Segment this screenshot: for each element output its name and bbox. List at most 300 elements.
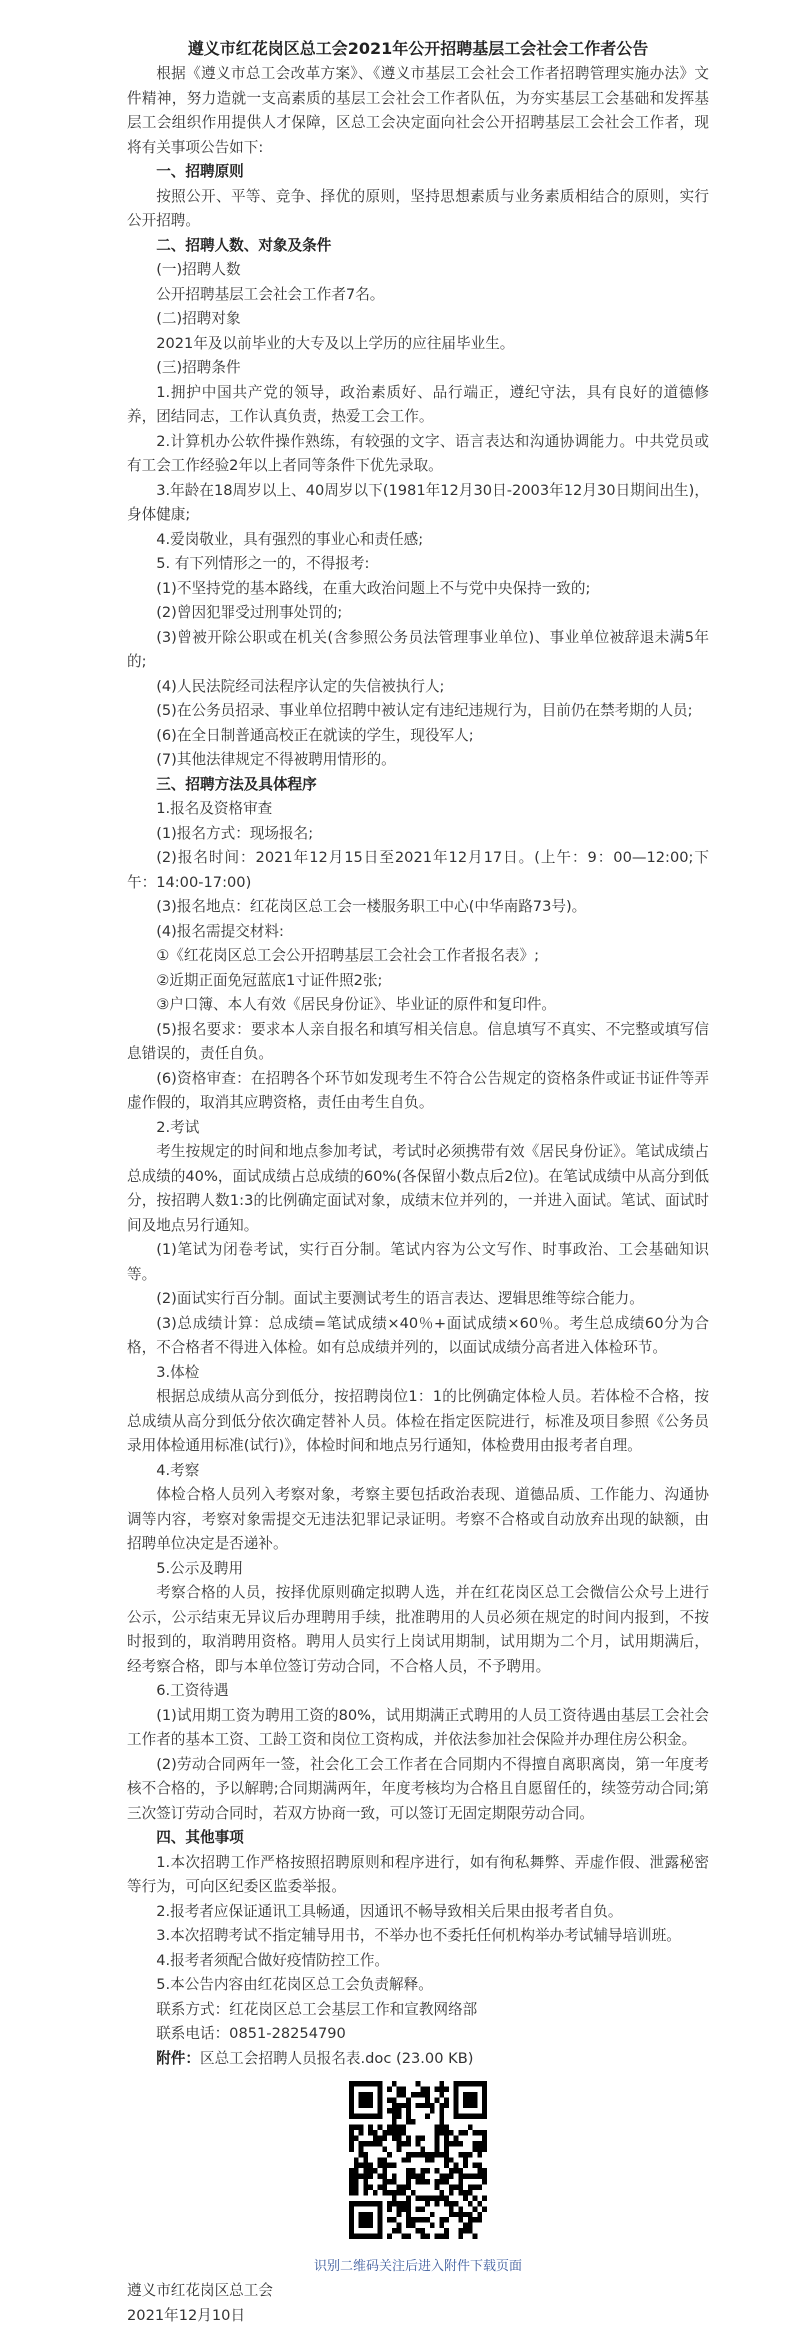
qr-module	[463, 2092, 477, 2108]
qr-module	[477, 2212, 482, 2217]
paragraph: 联系方式：红花岗区总工会基层工作和宣教网络部	[156, 2000, 478, 2018]
qr-module	[425, 2168, 430, 2173]
qr-module	[444, 2201, 449, 2206]
qr-module	[473, 2174, 478, 2179]
qr-module	[363, 2168, 368, 2173]
qr-module	[444, 2163, 449, 2168]
qr-module	[397, 2103, 402, 2108]
qr-module	[425, 2157, 430, 2162]
paragraph: 3.本次招聘考试不指定辅导用书，不举办也不委托任何机构举办考试辅导培训班。	[156, 1927, 681, 1944]
qr-module	[373, 2190, 378, 2195]
qr-module	[425, 2195, 430, 2200]
paragraph: (2)面试实行百分制。面试主要测试考生的语言表达、逻辑思维等综合能力。	[156, 1290, 644, 1307]
qr-module	[454, 2168, 459, 2173]
qr-module	[468, 2185, 473, 2190]
qr-module	[439, 2195, 444, 2200]
qr-module	[435, 2130, 440, 2135]
attachment-file-link[interactable]: 区总工会招聘人员报名表.doc	[199, 2049, 392, 2067]
paragraph: (5)报名要求：要求本人亲自报名和填写相关信息。信息填写不真实、不完整或填写信息错误的，责任自负。	[127, 1020, 709, 1062]
qr-module	[382, 2168, 387, 2173]
qr-module	[354, 2135, 359, 2140]
qr-module	[458, 2174, 463, 2179]
qr-module	[359, 2163, 364, 2168]
signature-date: 2021年12月10日	[127, 2306, 246, 2324]
qr-module	[458, 2228, 463, 2233]
paragraph: (3)报名地点：红花岗区总工会一楼服务职工中心(中华南路73号)。	[156, 898, 587, 915]
qr-module	[416, 2195, 421, 2200]
qr-module	[354, 2179, 359, 2184]
qr-module	[477, 2130, 482, 2135]
qr-module	[420, 2228, 425, 2233]
qr-module	[430, 2223, 435, 2228]
qr-module	[439, 2103, 444, 2108]
qr-module	[463, 2190, 468, 2195]
qr-module	[444, 2097, 449, 2102]
qr-module	[359, 2212, 373, 2228]
qr-module	[401, 2206, 406, 2211]
qr-module	[397, 2092, 402, 2097]
paragraph: ①《红花岗区总工会公开招聘基层工会社会工作者报名表》;	[156, 947, 540, 964]
qr-module	[397, 2201, 402, 2206]
qr-module	[439, 2223, 444, 2228]
qr-module	[401, 2125, 406, 2130]
qr-module	[373, 2141, 378, 2146]
qr-code-icon	[349, 2081, 487, 2239]
qr-module	[392, 2081, 397, 2086]
qr-module	[397, 2190, 402, 2195]
qr-module	[411, 2168, 416, 2173]
paragraph: 4.考察	[156, 1461, 200, 1479]
qr-module	[416, 2092, 421, 2097]
qr-module	[354, 2168, 359, 2173]
qr-module	[387, 2130, 392, 2135]
qr-module	[430, 2212, 435, 2217]
qr-module	[482, 2141, 487, 2146]
qr-module	[482, 2179, 487, 2184]
paragraph: (1)不坚持党的基本路线，在重大政治问题上不与党中央保持一致的;	[156, 579, 591, 597]
qr-module	[354, 2125, 359, 2130]
qr-module	[454, 2212, 459, 2217]
qr-module	[406, 2168, 411, 2173]
qr-module	[363, 2163, 368, 2168]
qr-module	[359, 2146, 364, 2151]
qr-module	[392, 2119, 397, 2124]
qr-module	[406, 2108, 411, 2113]
qr-module	[444, 2125, 449, 2130]
qr-module	[473, 2146, 478, 2151]
paragraph: 考生按规定的时间和地点参加考试，考试时必须携带有效《居民身份证》。笔试成绩占总成绩的40%，面试成绩占总成绩的60%(各保留小数点后2位)。在笔试成绩中从高分到低分，按招聘人数1:3的比例确定面试对象，成绩末位并列的，一并进入面试。笔试、面试时间及地点另行通知。	[127, 1143, 709, 1234]
qr-module	[420, 2179, 425, 2184]
qr-module	[439, 2130, 444, 2135]
qr-module	[477, 2146, 482, 2151]
attachment-line	[127, 2047, 709, 2072]
qr-module	[420, 2103, 425, 2108]
qr-module	[387, 2152, 392, 2157]
qr-module	[406, 2212, 411, 2217]
qr-module	[416, 2217, 421, 2222]
qr-module	[397, 2141, 402, 2146]
qr-module	[387, 2163, 392, 2168]
qr-module	[477, 2141, 482, 2146]
qr-module	[430, 2157, 435, 2162]
qr-module	[406, 2185, 411, 2190]
qr-module	[363, 2152, 368, 2157]
qr-module	[392, 2174, 397, 2179]
qr-module	[439, 2125, 444, 2130]
qr-module	[363, 2185, 368, 2190]
qr-module	[435, 2125, 440, 2130]
qr-module	[401, 2201, 406, 2206]
qr-module	[378, 2125, 383, 2130]
qr-module	[430, 2108, 435, 2113]
qr-module	[444, 2086, 449, 2091]
qr-module	[401, 2185, 406, 2190]
qr-module	[435, 2234, 440, 2239]
qr-module	[392, 2195, 397, 2200]
qr-module	[435, 2135, 440, 2140]
qr-module	[378, 2141, 383, 2146]
qr-module	[425, 2217, 430, 2222]
qr-module	[382, 2174, 387, 2179]
qr-module	[392, 2097, 397, 2102]
qr-module	[406, 2114, 411, 2119]
qr-module	[477, 2163, 482, 2168]
qr-module	[363, 2141, 368, 2146]
qr-module	[435, 2179, 440, 2184]
qr-module	[454, 2201, 459, 2206]
qr-module	[420, 2086, 425, 2091]
qr-module	[473, 2206, 478, 2211]
qr-module	[449, 2141, 454, 2146]
qr-module	[435, 2201, 440, 2206]
qr-module	[444, 2103, 449, 2108]
qr-module	[439, 2108, 444, 2113]
qr-module	[416, 2152, 421, 2157]
paragraph: (4)人民法院经司法程序认定的失信被执行人;	[156, 677, 445, 695]
qr-module	[382, 2179, 387, 2184]
qr-module	[354, 2185, 359, 2190]
qr-module	[416, 2135, 421, 2140]
qr-module	[349, 2141, 354, 2146]
qr-module	[406, 2097, 411, 2102]
qr-module	[482, 2195, 487, 2200]
paragraph: 根据总成绩从高分到低分，按招聘岗位1：1的比例确定体检人员。若体检不合格，按总成绩从高分到低分依次确定替补人员。体检在指定医院进行，标准及项目参照《公务员录用体检通用标准(试行)》，体检时间和地点另行通知，体检费用由报考者自理。	[127, 1388, 709, 1454]
qr-module	[473, 2130, 478, 2135]
qr-module	[430, 2103, 435, 2108]
section-heading: 一、招聘原则	[156, 163, 244, 180]
qr-module	[444, 2130, 449, 2135]
qr-module	[401, 2086, 406, 2091]
qr-module	[420, 2234, 425, 2239]
paragraph: 2.计算机办公软件操作熟练，有较强的文字、语言表达和沟通协调能力。中共党员或有工会工作经验2年以上者同等条件下优先录取。	[127, 432, 709, 474]
qr-module	[411, 2223, 416, 2228]
qr-module	[392, 2125, 397, 2130]
qr-module	[425, 2152, 430, 2157]
qr-module	[397, 2086, 402, 2091]
qr-module	[378, 2174, 383, 2179]
qr-module	[482, 2146, 487, 2151]
qr-module	[449, 2212, 454, 2217]
qr-module	[392, 2190, 397, 2195]
qr-module	[349, 2190, 354, 2195]
qr-module	[463, 2195, 468, 2200]
qr-module	[473, 2141, 478, 2146]
qr-module	[392, 2201, 397, 2206]
qr-module	[435, 2185, 440, 2190]
qr-module	[435, 2086, 440, 2091]
qr-module	[477, 2217, 482, 2222]
qr-module	[392, 2228, 397, 2233]
qr-module	[477, 2185, 482, 2190]
paragraph: (6)在全日制普通高校正在就读的学生，现役军人;	[156, 726, 474, 744]
qr-module	[482, 2206, 487, 2211]
paragraph: 1.本次招聘工作严格按照招聘原则和程序进行，如有徇私舞弊、弄虚作假、泄露秘密等行为，可向区纪委区监委举报。	[127, 1853, 709, 1895]
paragraph: 按照公开、平等、竞争、择优的原则，坚持思想素质与业务素质相结合的原则，实行公开招聘。	[127, 187, 709, 229]
qr-module	[458, 2152, 463, 2157]
qr-module	[387, 2086, 392, 2091]
qr-module	[359, 2174, 364, 2179]
paragraph: 3.体检	[156, 1363, 200, 1381]
qr-module	[468, 2228, 473, 2233]
paragraph: 1.报名及资格审查	[156, 800, 273, 817]
qr-module	[368, 2130, 373, 2135]
qr-module	[406, 2201, 411, 2206]
paragraph: 体检合格人员列入考察对象，考察主要包括政治表现、道德品质、工作能力、沟通协调等内容，考察对象需提交无违法犯罪记录证明。考察不合格或自动放弃出现的缺额，由招聘单位决定是否递补。	[127, 1486, 709, 1552]
qr-module	[392, 2163, 397, 2168]
qr-module	[406, 2179, 411, 2184]
paragraph: 1.拥护中国共产党的领导，政治素质好、品行端正，遵纪守法，具有良好的道德修养，团结同志，工作认真负责，热爱工会工作。	[127, 383, 709, 425]
qr-module	[406, 2135, 411, 2140]
qr-module	[368, 2168, 373, 2173]
qr-module	[387, 2125, 392, 2130]
paragraph: (5)在公务员招录、事业单位招聘中被认定有违纪违规行为，目前仍在禁考期的人员;	[156, 702, 693, 719]
qr-module	[439, 2081, 444, 2086]
qr-module	[435, 2097, 440, 2102]
qr-module	[387, 2190, 392, 2195]
qr-module	[449, 2190, 454, 2195]
qr-module	[411, 2217, 416, 2222]
qr-module	[444, 2234, 449, 2239]
qr-module	[397, 2135, 402, 2140]
qr-module	[477, 2174, 482, 2179]
qr-module	[363, 2190, 368, 2195]
qr-module	[425, 2201, 430, 2206]
paragraph: ②近期正面免冠蓝底1寸证件照2张;	[156, 971, 383, 989]
qr-module	[401, 2103, 406, 2108]
qr-module	[397, 2185, 402, 2190]
qr-module	[468, 2125, 473, 2130]
page-title: 遵义市红花岗区总工会2021年公开招聘基层工会社会工作者公告	[187, 39, 649, 58]
paragraph: (3)曾被开除公职或在机关(含参照公务员法管理事业单位)、事业单位被辞退未满5年的;	[127, 628, 709, 670]
qr-module	[468, 2190, 473, 2195]
qr-module	[397, 2125, 402, 2130]
qr-module	[354, 2163, 359, 2168]
qr-module	[382, 2135, 387, 2140]
qr-module	[354, 2190, 359, 2195]
qr-module	[425, 2103, 430, 2108]
qr-module	[349, 2130, 354, 2135]
qr-module	[349, 2135, 354, 2140]
qr-module	[416, 2081, 421, 2086]
qr-module	[397, 2206, 402, 2211]
qr-module	[449, 2168, 454, 2173]
section-heading: 四、其他事项	[156, 1829, 244, 1846]
qr-module	[368, 2174, 373, 2179]
qr-module	[458, 2141, 463, 2146]
qr-module	[473, 2195, 478, 2200]
qr-module	[439, 2086, 444, 2091]
qr-module	[397, 2130, 402, 2135]
qr-module	[349, 2168, 354, 2173]
paragraph: (6)资格审查：在招聘各个环节如发现考生不符合公告规定的资格条件或证书证件等弄虚作假的，取消其应聘资格，责任由考生自负。	[127, 1069, 709, 1111]
qr-module	[439, 2190, 444, 2195]
qr-module	[439, 2152, 444, 2157]
qr-module	[463, 2163, 468, 2168]
qr-module	[435, 2146, 440, 2151]
qr-module	[435, 2168, 440, 2173]
qr-module	[420, 2092, 425, 2097]
section-heading: 三、招聘方法及具体程序	[156, 775, 317, 793]
qr-module	[482, 2174, 487, 2179]
qr-module	[392, 2135, 397, 2140]
qr-module	[473, 2163, 478, 2168]
section-heading: 二、招聘人数、对象及条件	[156, 236, 332, 254]
paragraph: 2021年及以前毕业的大专及以上学历的应往届毕业生。	[156, 334, 515, 352]
qr-module	[416, 2206, 421, 2211]
paragraph: (7)其他法律规定不得被聘用情形的。	[156, 751, 396, 768]
qr-module	[477, 2201, 482, 2206]
qr-module	[449, 2157, 454, 2162]
paragraph: (2)劳动合同两年一签，社会化工会工作者在合同期内不得擅自离职离岗，第一年度考核不合格的，予以解聘;合同期满两年，年度考核均为合格且自愿留任的，续签劳动合同;第三次签订劳动合同时，若双方协商一致，可以签订无固定期限劳动合同。	[127, 1755, 709, 1822]
qr-module	[397, 2114, 402, 2119]
qr-module	[458, 2206, 463, 2211]
qr-module	[359, 2130, 364, 2135]
qr-module	[397, 2146, 402, 2151]
qr-module	[444, 2157, 449, 2162]
qr-module	[444, 2217, 449, 2222]
qr-module	[425, 2092, 430, 2097]
qr-module	[416, 2179, 421, 2184]
qr-module	[382, 2130, 387, 2135]
qr-module	[463, 2223, 468, 2228]
qr-module	[454, 2141, 459, 2146]
qr-module	[397, 2228, 402, 2233]
qr-module	[468, 2201, 473, 2206]
qr-module	[420, 2146, 425, 2151]
qr-module	[458, 2130, 463, 2135]
signature-org: 遵义市红花岗区总工会	[127, 2282, 273, 2299]
announcement-body	[127, 62, 709, 2047]
qr-module	[349, 2185, 354, 2190]
qr-module	[373, 2168, 378, 2173]
qr-module	[363, 2179, 368, 2184]
qr-module	[378, 2135, 383, 2140]
qr-module	[458, 2234, 463, 2239]
qr-module	[411, 2092, 416, 2097]
attachment-label: 附件：	[156, 2049, 200, 2067]
qr-module	[363, 2174, 368, 2179]
paragraph: 4.爱岗敬业，具有强烈的事业心和责任感;	[156, 530, 424, 548]
qr-module	[401, 2190, 406, 2195]
qr-module	[444, 2152, 449, 2157]
qr-module	[458, 2185, 463, 2190]
qr-module	[439, 2114, 444, 2119]
qr-module	[444, 2179, 449, 2184]
qr-module	[349, 2179, 354, 2184]
qr-module	[435, 2141, 440, 2146]
qr-module	[482, 2135, 487, 2140]
qr-module	[458, 2179, 463, 2184]
qr-module	[387, 2217, 392, 2222]
paragraph: (三)招聘条件	[156, 359, 241, 376]
paragraph: 考察合格的人员，按择优原则确定拟聘人选，并在红花岗区总工会微信公众号上进行公示，公示结束无异议后办理聘用手续，批准聘用的人员必须在规定的时间内报到，不按时报到的，取消聘用资格。聘用人员实行上岗试用期制，试用期为二个月，试用期满后，经考察合格，即与本单位签订劳动合同，不合格人员，不予聘用。	[127, 1584, 709, 1675]
qr-module	[349, 2146, 354, 2151]
qr-module	[387, 2206, 392, 2211]
paragraph: 5.本公告内容由红花岗区总工会负责解释。	[156, 1976, 433, 1993]
qr-module	[401, 2141, 406, 2146]
qr-module	[382, 2163, 387, 2168]
qr-module	[368, 2141, 373, 2146]
paragraph: 5. 有下列情形之一的，不得报考:	[156, 555, 370, 572]
qr-module	[392, 2179, 397, 2184]
qr-module	[477, 2168, 482, 2173]
qr-module	[468, 2212, 473, 2217]
paragraph: (一)招聘人数	[156, 261, 241, 278]
qr-module	[401, 2130, 406, 2135]
paragraph: (4)报名需提交材料:	[156, 922, 284, 940]
paragraph: 4.报考者须配合做好疫情防控工作。	[156, 1951, 390, 1969]
paragraph: (3)总成绩计算：总成绩=笔试成绩×40％+面试成绩×60％。考生总成绩60分为合格，不合格者不得进入体检。如有总成绩并列的，以面试成绩分高者进入体检环节。	[127, 1314, 709, 1356]
qr-module	[392, 2114, 397, 2119]
qr-module	[406, 2103, 411, 2108]
qr-module	[392, 2217, 397, 2222]
qr-module	[406, 2223, 411, 2228]
qr-module	[444, 2195, 449, 2200]
qr-module	[397, 2223, 402, 2228]
qr-module	[463, 2152, 468, 2157]
qr-module	[463, 2157, 468, 2162]
announcement-document	[127, 36, 709, 2328]
qr-module	[387, 2108, 392, 2113]
qr-module	[368, 2125, 373, 2130]
qr-module	[420, 2135, 425, 2140]
paragraph: (2)曾因犯罪受过刑事处罚的;	[156, 604, 343, 621]
qr-module	[458, 2168, 463, 2173]
qr-module	[468, 2223, 473, 2228]
qr-module	[382, 2157, 387, 2162]
qr-module	[420, 2206, 425, 2211]
paragraph: 3.年龄在18周岁以上、40周岁以下(1981年12月30日-2003年12月30日期间出生)，身体健康;	[127, 481, 709, 523]
qr-module	[425, 2086, 430, 2091]
qr-module	[463, 2212, 468, 2217]
qr-module	[411, 2174, 416, 2179]
qr-module	[416, 2174, 421, 2179]
qr-module	[411, 2190, 416, 2195]
qr-module	[430, 2195, 435, 2200]
qr-module	[387, 2097, 392, 2102]
qr-module	[468, 2152, 473, 2157]
qr-module	[463, 2228, 468, 2233]
qr-module	[359, 2141, 364, 2146]
paragraph: (1)笔试为闭卷考试，实行百分制。笔试内容为公文写作、时事政治、工会基础知识等。	[127, 1241, 709, 1283]
qr-module	[454, 2163, 459, 2168]
qr-module	[387, 2179, 392, 2184]
qr-module	[468, 2217, 473, 2222]
qr-module	[406, 2141, 411, 2146]
qr-module	[349, 2125, 354, 2130]
qr-module	[430, 2152, 435, 2157]
qr-module	[439, 2179, 444, 2184]
